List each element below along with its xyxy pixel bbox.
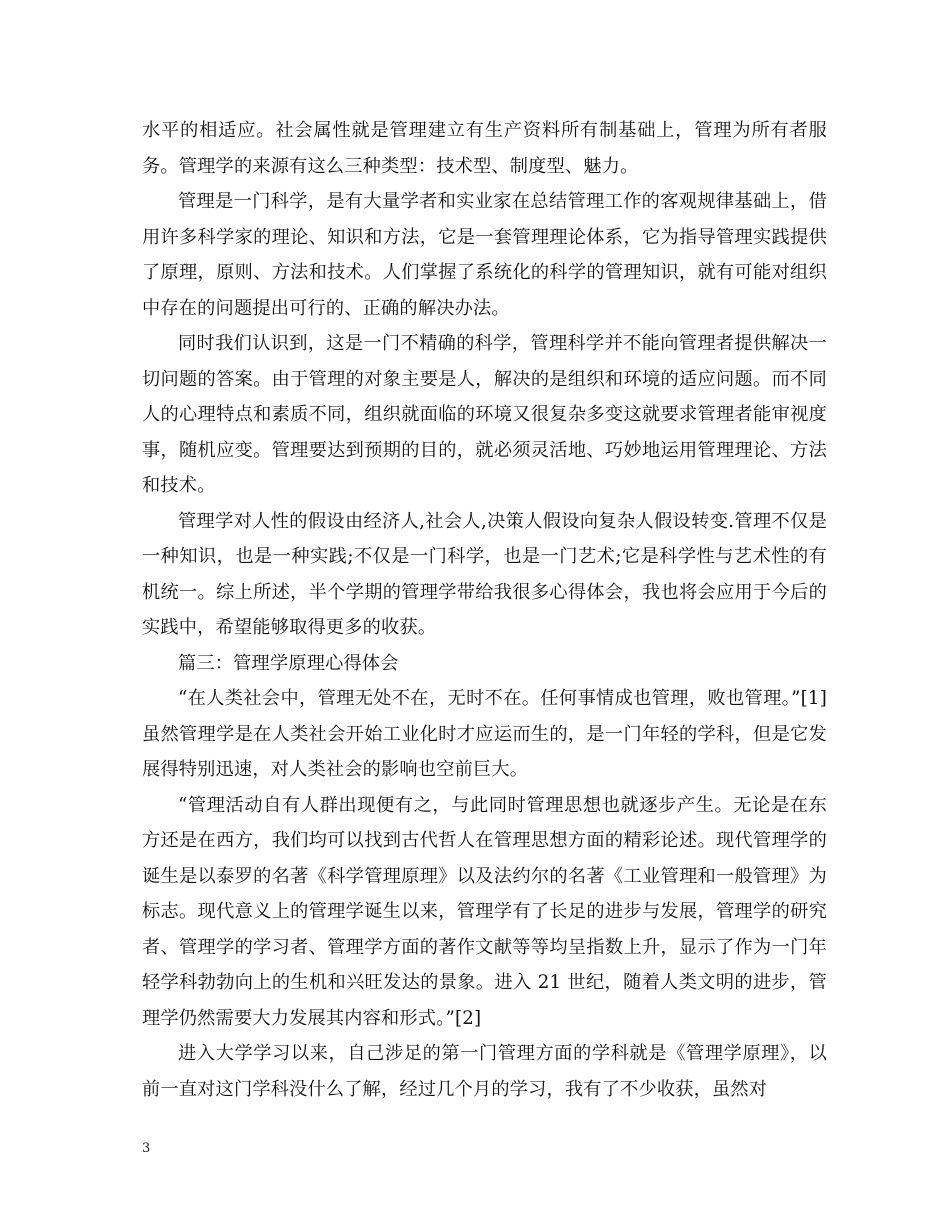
page-number: 3 — [142, 1141, 151, 1156]
paragraph-6: “管理活动自有人群出现便有之，与此同时管理思想也就逐步产生。无论是在东方还是在西方，我们均可以找到古代哲人在管理思想方面的精彩论述。现代管理学的诞生是以泰罗的名著《科学管理原理》以及法约尔的名著《工业管理和一般管理》为标志。现代意义上的管理学诞生以来，管理学有了长足的进步与发展，管理学的研究者、管理学的学习者、管理学方面的著作文献等等均呈指数上升，显示了作为一门年轻学科勃勃向上的生机和兴旺发达的景象。进入 21 世纪，随着人类文明的进步，管理学仍然需要大力发展其内容和形式。”[2] — [142, 794, 827, 1029]
body-text — [142, 113, 827, 1107]
paragraph-2: 管理是一门科学，是有大量学者和实业家在总结管理工作的客观规律基础上，借用许多科学家的理论、知识和方法，它是一套管理理论体系，它为指导管理实践提供了原理，原则、方法和技术。人们掌握了系统化的科学的管理知识，就有可能对组织中存在的问题提出可行的、正确的解决办法。 — [142, 191, 827, 319]
section-heading: 篇三：管理学原理心得体会 — [178, 652, 399, 674]
paragraph-1: 水平的相适应。社会属性就是管理建立有生产资料所有制基础上，管理为所有者服务。管理学的来源有这么三种类型：技术型、制度型、魅力。 — [142, 120, 827, 177]
paragraph-7: 进入大学学习以来，自己涉足的第一门管理方面的学科就是《管理学原理》，以前一直对这门学科没什么了解，经过几个月的学习，我有了不少收获，虽然对 — [142, 1043, 827, 1100]
paragraph-3: 同时我们认识到，这是一门不精确的科学，管理科学并不能向管理者提供解决一切问题的答案。由于管理的对象主要是人，解决的是组织和环境的适应问题。而不同人的心理特点和素质不同，组织就面临的环境又很复杂多变这就要求管理者能审视度事，随机应变。管理要达到预期的目的，就必须灵活地、巧妙地运用管理理论、方法和技术。 — [142, 333, 827, 496]
paragraph-4: 管理学对人性的假设由经济人,社会人,决策人假设向复杂人假设转变.管理不仅是一种知识，也是一种实践;不仅是一门科学，也是一门艺术;它是科学性与艺术性的有机统一。综上所述，半个学期的管理学带给我很多心得体会，我也将会应用于今后的实践中，希望能够取得更多的收获。 — [142, 510, 827, 638]
paragraph-5: “在人类社会中，管理无处不在，无时不在。任何事情成也管理，败也管理。”[1]虽然管理学是在人类社会开始工业化时才应运而生的，是一门年轻的学科，但是它发展得特别迅速，对人类社会的影响也空前巨大。 — [142, 688, 827, 780]
